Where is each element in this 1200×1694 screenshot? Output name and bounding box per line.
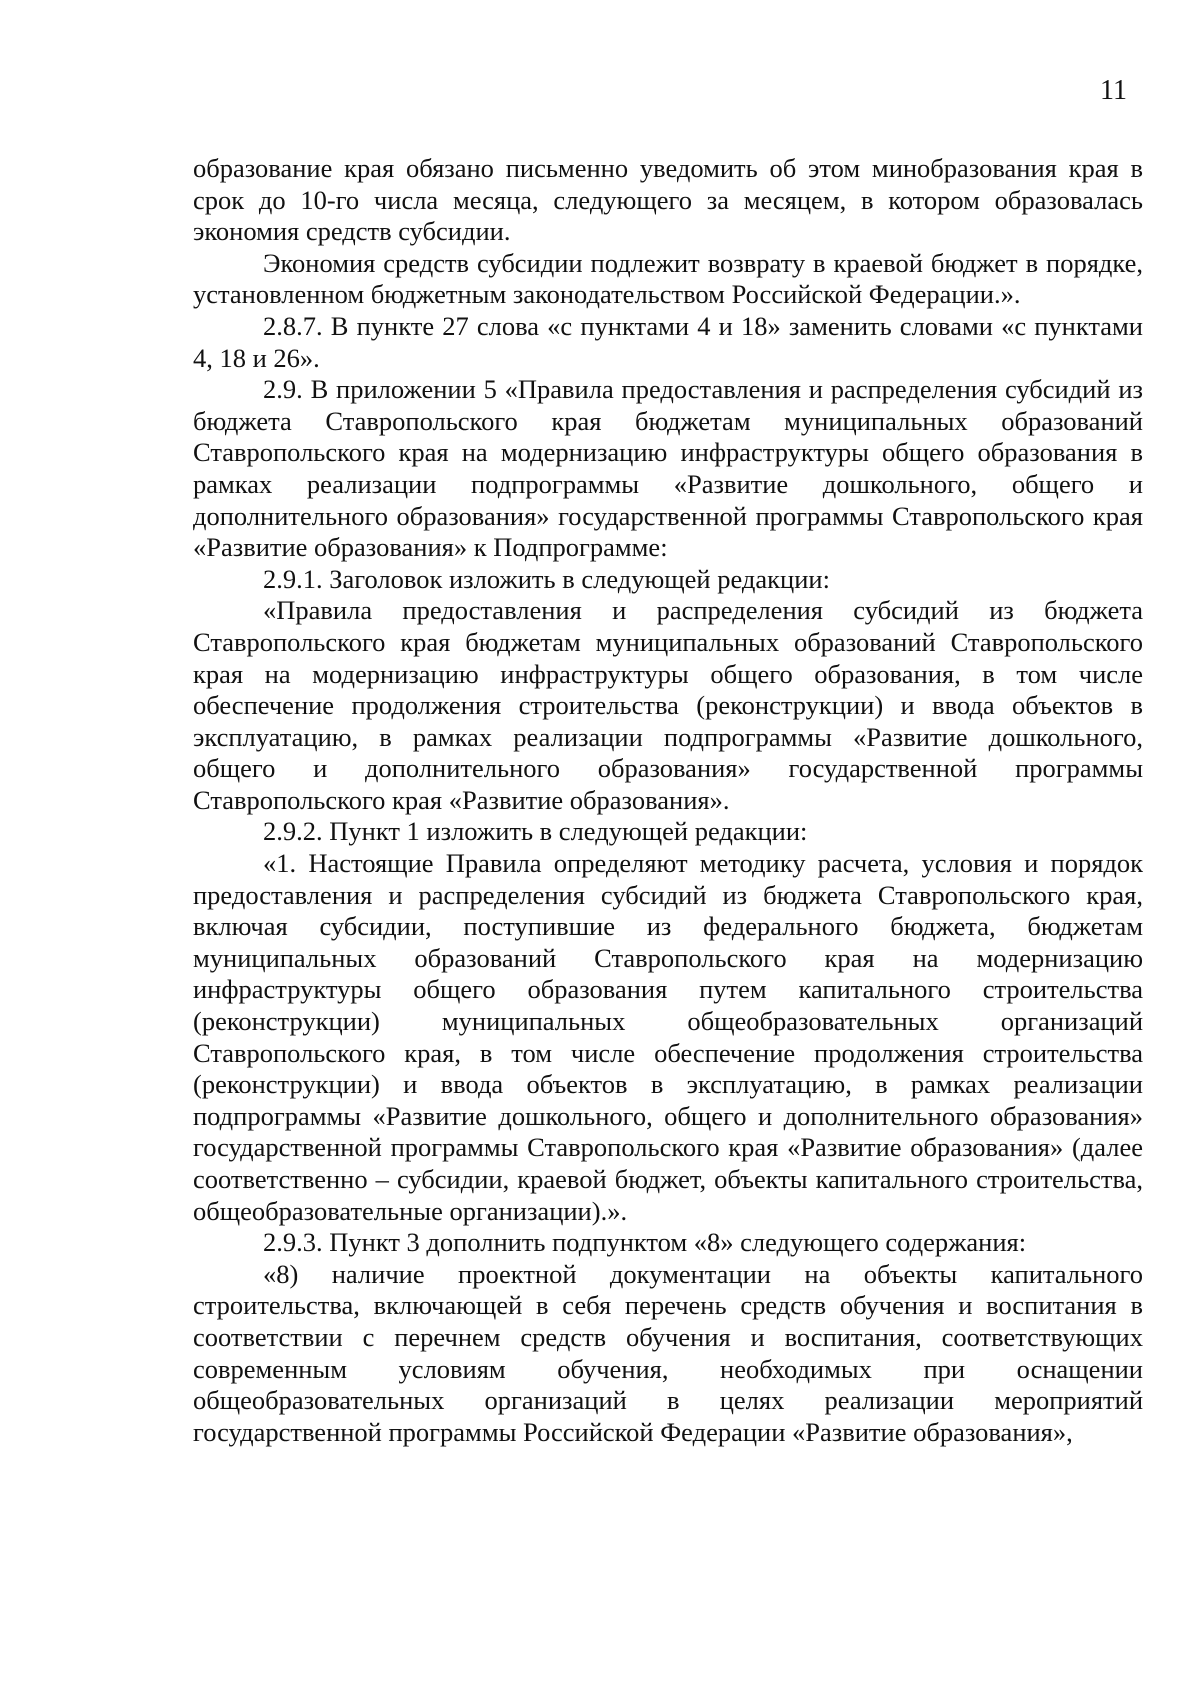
paragraph: 2.9.2. Пункт 1 изложить в следующей редакции: [263,816,808,847]
page-number: 11 [1100,75,1127,106]
document-body [193,153,1143,1448]
paragraph: Экономия средств субсидии подлежит возврату в краевой бюджет в порядке, установленном бюджетным законодательством Российской Федерации.». [193,247,1143,310]
paragraph: «8) наличие проектной документации на объекты капитального строительства, включающей в себя перечень средств обучения и воспитания в соответствии с перечнем средств обучения и воспитания, соответствующих современным условиям обучения, необходимых при оснащении общеобразовательных организаций в целях реализации мероприятий государственной программы Российской Федерации «Развитие образования», [193,1258,1143,1447]
paragraph: «Правила предоставления и распределения субсидий из бюджета Ставропольского края бюджетам муниципальных образований Ставропольского края на модернизацию инфраструктуры общего образования, в том числе обеспечение продолжения строительства (реконструкции) и ввода объектов в эксплуатацию, в рамках реализации подпрограммы «Развитие дошкольного, общего и дополнительного образования» государственной программы Ставропольского края «Развитие образования». [193,595,1143,815]
paragraph: «1. Настоящие Правила определяют методику расчета, условия и порядок предоставления и распределения субсидий из бюджета Ставропольского края, включая субсидии, поступившие из федерального бюджета, бюджетам муниципальных образований Ставропольского края на модернизацию инфраструктуры общего образования путем капитального строительства (реконструкции) муниципальных общеобразовательных организаций Ставропольского края, в том числе обеспечение продолжения строительства (реконструкции) и ввода объектов в эксплуатацию, в рамках реализации подпрограммы «Развитие дошкольного, общего и дополнительного образования» государственной программы Ставропольского края «Развитие образования» (далее соответственно – субсидии, краевой бюджет, объекты капитального строительства, общеобразовательные организации).». [193,848,1143,1226]
paragraph: 2.9.3. Пункт 3 дополнить подпунктом «8» следующего содержания: [263,1227,1027,1258]
paragraph: 2.9. В приложении 5 «Правила предоставления и распределения субсидий из бюджета Ставропольского края бюджетам муниципальных образований Ставропольского края на модернизацию инфраструктуры общего образования в рамках реализации подпрограммы «Развитие дошкольного, общего и дополнительного образования» государственной программы Ставропольского края «Развитие образования» к Подпрограмме: [193,374,1143,563]
paragraph: 2.9.1. Заголовок изложить в следующей редакции: [263,563,830,594]
paragraph: 2.8.7. В пункте 27 слова «с пунктами 4 и 18» заменить словами «с пунктами 4, 18 и 26». [193,310,1143,373]
paragraph: образование края обязано письменно уведомить об этом минобразования края в срок до 10-го числа месяца, следующего за месяцем, в котором образовалась экономия средств субсидии. [193,153,1143,247]
